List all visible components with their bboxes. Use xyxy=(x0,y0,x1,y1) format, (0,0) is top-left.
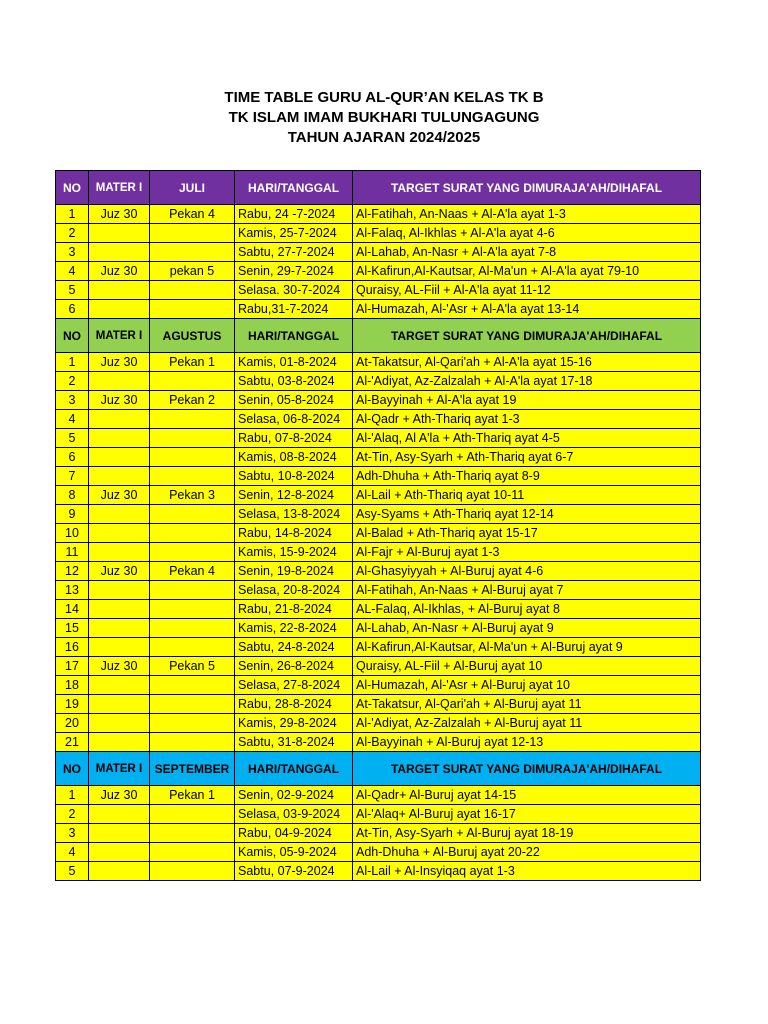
header-no: NO xyxy=(56,752,89,786)
cell-hari-tanggal: Sabtu, 10-8-2024 xyxy=(235,467,353,486)
cell-pekan: Pekan 2 xyxy=(150,391,235,410)
header-target: TARGET SURAT YANG DIMURAJA'AH/DIHAFAL xyxy=(353,752,701,786)
cell-materi xyxy=(89,619,150,638)
header-no: NO xyxy=(56,171,89,205)
cell-no: 3 xyxy=(56,243,89,262)
cell-hari-tanggal: Senin, 26-8-2024 xyxy=(235,657,353,676)
cell-hari-tanggal: Rabu,31-7-2024 xyxy=(235,300,353,319)
header-target: TARGET SURAT YANG DIMURAJA'AH/DIHAFAL xyxy=(353,171,701,205)
cell-pekan xyxy=(150,224,235,243)
cell-pekan xyxy=(150,372,235,391)
cell-no: 15 xyxy=(56,619,89,638)
table-row xyxy=(56,429,701,448)
cell-materi xyxy=(89,224,150,243)
cell-materi xyxy=(89,300,150,319)
cell-pekan xyxy=(150,243,235,262)
title-line-1: TIME TABLE GURU AL-QUR’AN KELAS TK B xyxy=(224,89,544,106)
cell-target: Al-Ghasyiyyah + Al-Buruj ayat 4-6 xyxy=(353,562,701,581)
cell-pekan: Pekan 1 xyxy=(150,786,235,805)
cell-materi xyxy=(89,429,150,448)
cell-materi xyxy=(89,676,150,695)
cell-target: Al-Qadr + Ath-Thariq ayat 1-3 xyxy=(353,410,701,429)
cell-no: 12 xyxy=(56,562,89,581)
cell-materi: Juz 30 xyxy=(89,562,150,581)
cell-no: 16 xyxy=(56,638,89,657)
cell-no: 14 xyxy=(56,600,89,619)
table-row xyxy=(56,300,701,319)
cell-no: 2 xyxy=(56,224,89,243)
cell-hari-tanggal: Kamis, 15-9-2024 xyxy=(235,543,353,562)
cell-no: 6 xyxy=(56,300,89,319)
cell-target: Quraisy, AL-Fiil + Al-Buruj ayat 10 xyxy=(353,657,701,676)
cell-materi xyxy=(89,695,150,714)
cell-hari-tanggal: Kamis, 08-8-2024 xyxy=(235,448,353,467)
cell-pekan xyxy=(150,429,235,448)
cell-pekan xyxy=(150,300,235,319)
cell-materi xyxy=(89,372,150,391)
cell-pekan xyxy=(150,619,235,638)
cell-pekan xyxy=(150,714,235,733)
cell-hari-tanggal: Senin, 05-8-2024 xyxy=(235,391,353,410)
cell-no: 6 xyxy=(56,448,89,467)
table-row xyxy=(56,486,701,505)
cell-hari-tanggal: Kamis, 01-8-2024 xyxy=(235,353,353,372)
cell-hari-tanggal: Rabu, 24 -7-2024 xyxy=(235,205,353,224)
cell-hari-tanggal: Selasa, 27-8-2024 xyxy=(235,676,353,695)
cell-pekan xyxy=(150,695,235,714)
table-row xyxy=(56,262,701,281)
cell-target: Al-'Adiyat, Az-Zalzalah + Al-A'la ayat 17-18 xyxy=(353,372,701,391)
cell-no: 4 xyxy=(56,410,89,429)
document-title xyxy=(0,88,768,148)
cell-pekan xyxy=(150,524,235,543)
cell-no: 17 xyxy=(56,657,89,676)
timetable xyxy=(55,170,701,881)
cell-hari-tanggal: Rabu, 04-9-2024 xyxy=(235,824,353,843)
cell-pekan xyxy=(150,543,235,562)
cell-hari-tanggal: Rabu, 28-8-2024 xyxy=(235,695,353,714)
cell-no: 2 xyxy=(56,805,89,824)
cell-target: Al-Humazah, Al-'Asr + Al-A'la ayat 13-14 xyxy=(353,300,701,319)
cell-pekan xyxy=(150,410,235,429)
cell-pekan xyxy=(150,505,235,524)
cell-target: Adh-Dhuha + Al-Buruj ayat 20-22 xyxy=(353,843,701,862)
cell-materi xyxy=(89,714,150,733)
cell-no: 2 xyxy=(56,372,89,391)
cell-hari-tanggal: Senin, 02-9-2024 xyxy=(235,786,353,805)
cell-target: At-Takatsur, Al-Qari'ah + Al-A'la ayat 15-16 xyxy=(353,353,701,372)
cell-pekan: Pekan 4 xyxy=(150,562,235,581)
cell-target: Adh-Dhuha + Ath-Thariq ayat 8-9 xyxy=(353,467,701,486)
cell-hari-tanggal: Rabu, 07-8-2024 xyxy=(235,429,353,448)
cell-materi xyxy=(89,733,150,752)
header-no: NO xyxy=(56,319,89,353)
cell-materi: Juz 30 xyxy=(89,353,150,372)
cell-materi xyxy=(89,505,150,524)
cell-pekan: Pekan 1 xyxy=(150,353,235,372)
cell-hari-tanggal: Sabtu, 07-9-2024 xyxy=(235,862,353,881)
cell-pekan xyxy=(150,600,235,619)
table-row xyxy=(56,657,701,676)
cell-pekan: pekan 5 xyxy=(150,262,235,281)
cell-materi: Juz 30 xyxy=(89,657,150,676)
cell-target: Al-'Alaq, Al A'la + Ath-Thariq ayat 4-5 xyxy=(353,429,701,448)
table-row xyxy=(56,862,701,881)
header-month: SEPTEMBER xyxy=(150,752,235,786)
cell-pekan xyxy=(150,733,235,752)
cell-no: 1 xyxy=(56,786,89,805)
table-row xyxy=(56,562,701,581)
cell-target: Al-Balad + Ath-Thariq ayat 15-17 xyxy=(353,524,701,543)
cell-hari-tanggal: Selasa, 13-8-2024 xyxy=(235,505,353,524)
cell-materi xyxy=(89,638,150,657)
header-hari-tanggal: HARI/TANGGAL xyxy=(235,752,353,786)
cell-no: 20 xyxy=(56,714,89,733)
cell-no: 1 xyxy=(56,353,89,372)
cell-materi xyxy=(89,281,150,300)
table-row xyxy=(56,281,701,300)
cell-hari-tanggal: Kamis, 05-9-2024 xyxy=(235,843,353,862)
cell-hari-tanggal: Sabtu, 27-7-2024 xyxy=(235,243,353,262)
cell-no: 1 xyxy=(56,205,89,224)
table-row xyxy=(56,243,701,262)
cell-target: Al-Fatihah, An-Naas + Al-A'la ayat 1-3 xyxy=(353,205,701,224)
header-target: TARGET SURAT YANG DIMURAJA'AH/DIHAFAL xyxy=(353,319,701,353)
cell-materi xyxy=(89,843,150,862)
cell-target: Quraisy, AL-Fiil + Al-A'la ayat 11-12 xyxy=(353,281,701,300)
cell-materi xyxy=(89,410,150,429)
cell-no: 8 xyxy=(56,486,89,505)
table-row xyxy=(56,824,701,843)
table-row xyxy=(56,372,701,391)
table-row xyxy=(56,695,701,714)
cell-pekan xyxy=(150,581,235,600)
table-row xyxy=(56,410,701,429)
table-row xyxy=(56,467,701,486)
cell-no: 21 xyxy=(56,733,89,752)
cell-materi xyxy=(89,805,150,824)
cell-no: 5 xyxy=(56,429,89,448)
cell-target: Al-Fatihah, An-Naas + Al-Buruj ayat 7 xyxy=(353,581,701,600)
header-month: AGUSTUS xyxy=(150,319,235,353)
cell-hari-tanggal: Selasa, 06-8-2024 xyxy=(235,410,353,429)
cell-pekan xyxy=(150,467,235,486)
cell-no: 5 xyxy=(56,281,89,300)
cell-no: 10 xyxy=(56,524,89,543)
cell-hari-tanggal: Sabtu, 24-8-2024 xyxy=(235,638,353,657)
cell-no: 11 xyxy=(56,543,89,562)
title-line-3: TAHUN AJARAN 2024/2025 xyxy=(287,129,481,146)
cell-pekan xyxy=(150,843,235,862)
table-row xyxy=(56,524,701,543)
cell-hari-tanggal: Senin, 19-8-2024 xyxy=(235,562,353,581)
cell-materi xyxy=(89,467,150,486)
cell-pekan xyxy=(150,676,235,695)
table-row xyxy=(56,843,701,862)
section-header-agustus xyxy=(56,319,701,353)
cell-materi: Juz 30 xyxy=(89,205,150,224)
cell-target: Asy-Syams + Ath-Thariq ayat 12-14 xyxy=(353,505,701,524)
cell-target: AL-Falaq, Al-Ikhlas, + Al-Buruj ayat 8 xyxy=(353,600,701,619)
cell-materi xyxy=(89,824,150,843)
cell-target: At-Tin, Asy-Syarh + Ath-Thariq ayat 6-7 xyxy=(353,448,701,467)
table-row xyxy=(56,805,701,824)
cell-target: Al-Kafirun,Al-Kautsar, Al-Ma'un + Al-Buruj ayat 9 xyxy=(353,638,701,657)
cell-hari-tanggal: Senin, 29-7-2024 xyxy=(235,262,353,281)
cell-pekan: Pekan 5 xyxy=(150,657,235,676)
table-row xyxy=(56,676,701,695)
cell-target: Al-Lahab, An-Nasr + Al-A'la ayat 7-8 xyxy=(353,243,701,262)
header-materi: MATER I xyxy=(89,319,150,353)
cell-no: 7 xyxy=(56,467,89,486)
cell-hari-tanggal: Rabu, 14-8-2024 xyxy=(235,524,353,543)
cell-hari-tanggal: Kamis, 22-8-2024 xyxy=(235,619,353,638)
cell-materi xyxy=(89,543,150,562)
cell-materi xyxy=(89,243,150,262)
cell-target: Al-Kafirun,Al-Kautsar, Al-Ma'un + Al-A'la ayat 79-10 xyxy=(353,262,701,281)
cell-target: Al-Lail + Al-Insyiqaq ayat 1-3 xyxy=(353,862,701,881)
header-materi: MATER I xyxy=(89,171,150,205)
table-row xyxy=(56,786,701,805)
cell-target: Al-Fajr + Al-Buruj ayat 1-3 xyxy=(353,543,701,562)
cell-materi xyxy=(89,448,150,467)
table-row xyxy=(56,505,701,524)
cell-hari-tanggal: Selasa, 20-8-2024 xyxy=(235,581,353,600)
cell-no: 13 xyxy=(56,581,89,600)
table-row xyxy=(56,205,701,224)
cell-materi xyxy=(89,600,150,619)
table-row xyxy=(56,353,701,372)
table-row xyxy=(56,391,701,410)
cell-materi: Juz 30 xyxy=(89,391,150,410)
cell-materi xyxy=(89,862,150,881)
section-header-juli xyxy=(56,171,701,205)
table-row xyxy=(56,581,701,600)
cell-pekan: Pekan 3 xyxy=(150,486,235,505)
cell-pekan xyxy=(150,448,235,467)
table-row xyxy=(56,448,701,467)
cell-no: 9 xyxy=(56,505,89,524)
cell-materi xyxy=(89,524,150,543)
table-row xyxy=(56,543,701,562)
cell-target: Al-'Alaq+ Al-Buruj ayat 16-17 xyxy=(353,805,701,824)
cell-hari-tanggal: Rabu, 21-8-2024 xyxy=(235,600,353,619)
cell-no: 5 xyxy=(56,862,89,881)
table-row xyxy=(56,224,701,243)
table-row xyxy=(56,619,701,638)
section-header-september xyxy=(56,752,701,786)
cell-hari-tanggal: Kamis, 25-7-2024 xyxy=(235,224,353,243)
cell-no: 3 xyxy=(56,391,89,410)
cell-target: At-Takatsur, Al-Qari'ah + Al-Buruj ayat 11 xyxy=(353,695,701,714)
cell-materi: Juz 30 xyxy=(89,486,150,505)
table-row xyxy=(56,638,701,657)
cell-materi xyxy=(89,581,150,600)
cell-target: Al-Lahab, An-Nasr + Al-Buruj ayat 9 xyxy=(353,619,701,638)
cell-target: Al-Humazah, Al-'Asr + Al-Buruj ayat 10 xyxy=(353,676,701,695)
table-row xyxy=(56,714,701,733)
cell-target: At-Tin, Asy-Syarh + Al-Buruj ayat 18-19 xyxy=(353,824,701,843)
cell-target: Al-Lail + Ath-Thariq ayat 10-11 xyxy=(353,486,701,505)
cell-pekan xyxy=(150,638,235,657)
cell-pekan xyxy=(150,824,235,843)
cell-no: 4 xyxy=(56,843,89,862)
header-materi: MATER I xyxy=(89,752,150,786)
cell-materi: Juz 30 xyxy=(89,786,150,805)
cell-hari-tanggal: Sabtu, 31-8-2024 xyxy=(235,733,353,752)
cell-target: Al-Qadr+ Al-Buruj ayat 14-15 xyxy=(353,786,701,805)
cell-materi: Juz 30 xyxy=(89,262,150,281)
cell-pekan: Pekan 4 xyxy=(150,205,235,224)
cell-no: 18 xyxy=(56,676,89,695)
title-line-2: TK ISLAM IMAM BUKHARI TULUNGAGUNG xyxy=(228,109,540,126)
cell-no: 3 xyxy=(56,824,89,843)
cell-hari-tanggal: Sabtu, 03-8-2024 xyxy=(235,372,353,391)
cell-hari-tanggal: Selasa, 03-9-2024 xyxy=(235,805,353,824)
cell-pekan xyxy=(150,862,235,881)
cell-target: Al-'Adiyat, Az-Zalzalah + Al-Buruj ayat 11 xyxy=(353,714,701,733)
header-hari-tanggal: HARI/TANGGAL xyxy=(235,319,353,353)
cell-pekan xyxy=(150,805,235,824)
cell-hari-tanggal: Senin, 12-8-2024 xyxy=(235,486,353,505)
table-row xyxy=(56,733,701,752)
cell-target: Al-Falaq, Al-Ikhlas + Al-A'la ayat 4-6 xyxy=(353,224,701,243)
cell-target: Al-Bayyinah + Al-Buruj ayat 12-13 xyxy=(353,733,701,752)
cell-hari-tanggal: Selasa. 30-7-2024 xyxy=(235,281,353,300)
cell-hari-tanggal: Kamis, 29-8-2024 xyxy=(235,714,353,733)
cell-pekan xyxy=(150,281,235,300)
cell-no: 19 xyxy=(56,695,89,714)
header-month: JULI xyxy=(150,171,235,205)
cell-target: Al-Bayyinah + Al-A'la ayat 19 xyxy=(353,391,701,410)
cell-no: 4 xyxy=(56,262,89,281)
table-row xyxy=(56,600,701,619)
header-hari-tanggal: HARI/TANGGAL xyxy=(235,171,353,205)
